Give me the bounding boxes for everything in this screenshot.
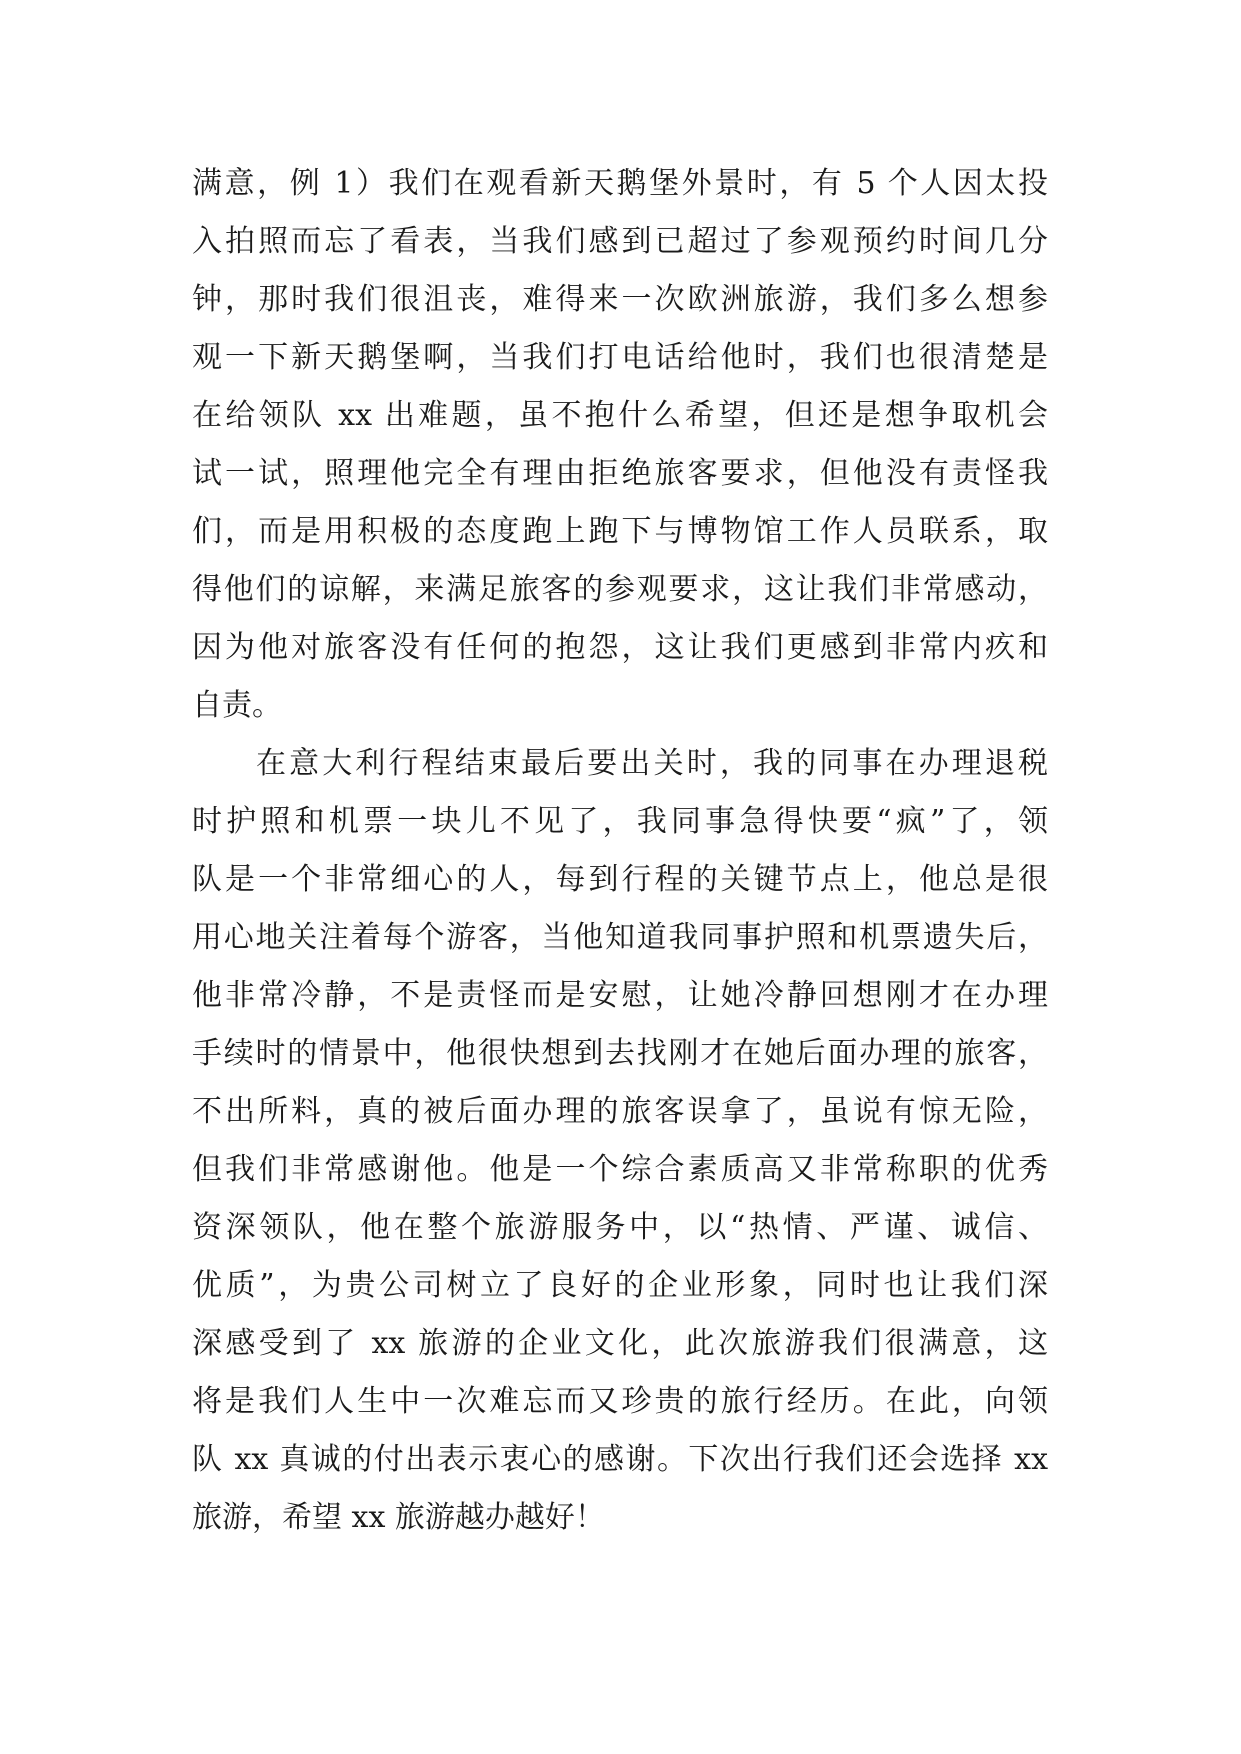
text-line: 因为他对旅客没有任何的抱怨，这让我们更感到非常内疚和 (192, 630, 1048, 665)
text-line: 观一下新天鹅堡啊，当我们打电话给他时，我们也很清楚是 (192, 340, 1048, 375)
text-line: 满意，例 1）我们在观看新天鹅堡外景时，有 5 个人因太投 (192, 166, 1048, 201)
text-line: 用心地关注着每个游客，当他知道我同事护照和机票遗失后， (192, 920, 1048, 955)
text-line: 队 xx 真诚的付出表示衷心的感谢。下次出行我们还会选择 xx (192, 1442, 1048, 1477)
text-line: 他非常冷静，不是责怪而是安慰，让她冷静回想刚才在办理 (192, 978, 1048, 1013)
text-line: 在意大利行程结束最后要出关时，我的同事在办理退税 (256, 746, 1048, 781)
paragraph-2 (192, 735, 1048, 1547)
text-line: 试一试，照理他完全有理由拒绝旅客要求，但他没有责怪我 (192, 456, 1048, 491)
text-line: 手续时的情景中，他很快想到去找刚才在她后面办理的旅客， (192, 1036, 1048, 1071)
text-line: 在给领队 xx 出难题，虽不抱什么希望，但还是想争取机会 (192, 398, 1048, 433)
text-line: 深感受到了 xx 旅游的企业文化，此次旅游我们很满意，这 (192, 1326, 1048, 1361)
paragraph-1 (192, 155, 1048, 735)
text-line: 优质”，为贵公司树立了良好的企业形象，同时也让我们深 (192, 1268, 1048, 1303)
text-line: 旅游，希望 xx 旅游越办越好！ (192, 1500, 605, 1535)
text-line: 钟，那时我们很沮丧，难得来一次欧洲旅游，我们多么想参 (192, 282, 1048, 317)
text-line: 自责。 (192, 688, 282, 723)
text-line: 但我们非常感谢他。他是一个综合素质高又非常称职的优秀 (192, 1152, 1048, 1187)
text-line: 资深领队，他在整个旅游服务中，以“热情、严谨、诚信、 (192, 1210, 1048, 1245)
text-line: 队是一个非常细心的人，每到行程的关键节点上，他总是很 (192, 862, 1048, 897)
body-text (192, 155, 1048, 1547)
text-line: 时护照和机票一块儿不见了，我同事急得快要“疯”了，领 (192, 804, 1048, 839)
text-line: 将是我们人生中一次难忘而又珍贵的旅行经历。在此，向领 (192, 1384, 1048, 1419)
text-line: 不出所料，真的被后面办理的旅客误拿了，虽说有惊无险， (192, 1094, 1048, 1129)
text-line: 得他们的谅解，来满足旅客的参观要求，这让我们非常感动， (192, 572, 1048, 607)
text-line: 入拍照而忘了看表，当我们感到已超过了参观预约时间几分 (192, 224, 1048, 259)
text-line: 们，而是用积极的态度跑上跑下与博物馆工作人员联系，取 (192, 514, 1048, 549)
